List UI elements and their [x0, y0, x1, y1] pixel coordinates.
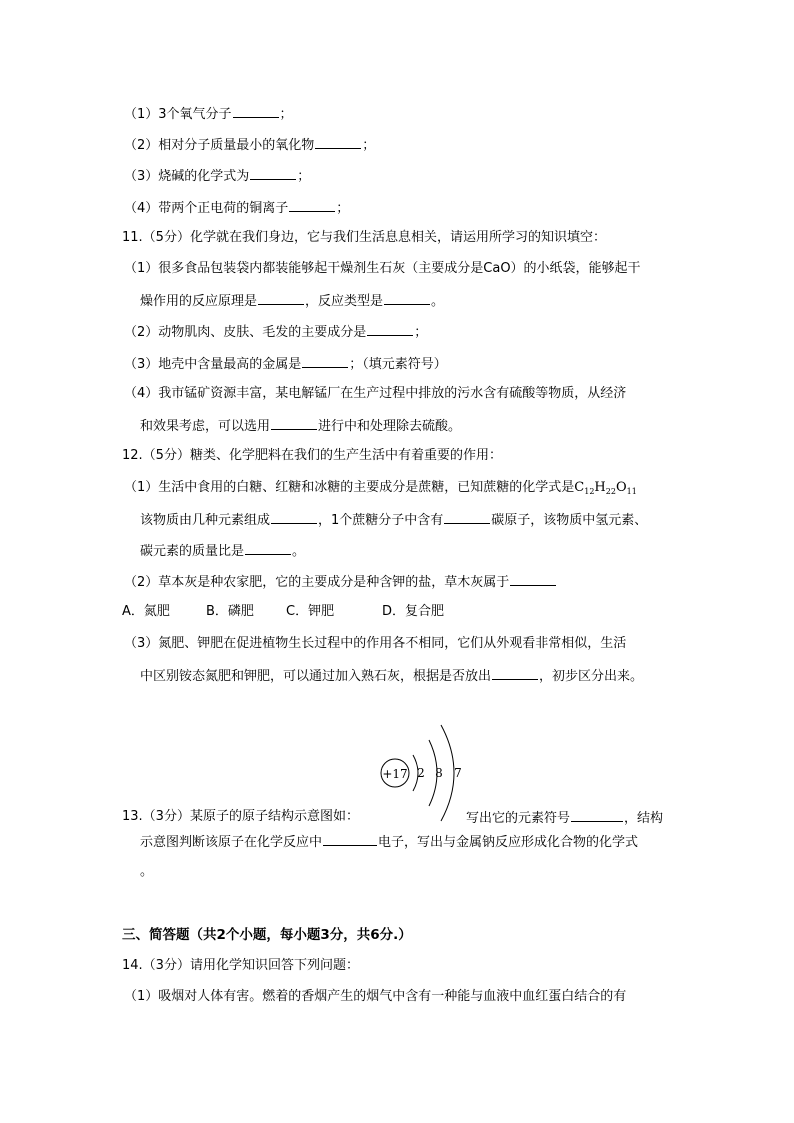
- answer-blank[interactable]: [571, 809, 623, 822]
- q11-item-3: （3）地壳中含量最高的金属是 ；（填元素符号）: [124, 357, 447, 372]
- shell-1-electrons: 2: [417, 766, 425, 780]
- q11-stem: 11.（5分）化学就在我们身边，它与我们生活息息相关，请运用所学习的知识填空：: [122, 230, 606, 245]
- shell-2-electrons: 8: [435, 766, 443, 780]
- q12-item-3-line-1: （3）氮肥、钾肥在促进植物生长过程中的作用各不相同，它们从外观看非常相似，生活: [124, 636, 627, 651]
- q10-item-2: （2）相对分子质量最小的氧化物 ；: [124, 138, 376, 153]
- q13-line-2: 示意图判断该原子在化学反应中 电子，写出与金属钠反应形成化合物的化学式: [140, 835, 639, 850]
- q11-item-2: （2）动物肌肉、皮肤、毛发的主要成分是 ；: [124, 325, 428, 340]
- q12-item-1-line-3: 碳元素的质量比是 。: [140, 544, 306, 559]
- option-c[interactable]: C．钾肥: [286, 604, 335, 619]
- q10-item-3: （3）烧碱的化学式为 ；: [124, 169, 311, 184]
- q13-line-1-b: 写出它的元素符号 ，结构: [466, 811, 664, 826]
- q12-item-3-line-2: 中区别铵态氮肥和钾肥，可以通过加入熟石灰，根据是否放出 ，初步区分出来。: [140, 669, 644, 684]
- q12-options: [122, 604, 444, 620]
- q11-item-1-line-1: （1）很多食品包装袋内都装能够起干燥剂生石灰（主要成分是CaO）的小纸袋，能够起干: [124, 261, 641, 276]
- answer-blank[interactable]: [302, 355, 348, 368]
- answer-blank[interactable]: [510, 573, 556, 586]
- answer-blank[interactable]: [384, 292, 430, 305]
- q14-stem: 14.（3分）请用化学知识回答下列问题：: [122, 958, 359, 973]
- nucleus-charge: +17: [382, 767, 408, 781]
- q10-item-1: （1）3个氧气分子 ；: [124, 107, 293, 122]
- option-b[interactable]: B．磷肥: [206, 604, 254, 619]
- q14-item-1-line-1: （1）吸烟对人体有害。燃着的香烟产生的烟气中含有一种能与血液中血红蛋白结合的有: [124, 989, 627, 1004]
- q12-item-1-line-1: （1）生活中食用的白糖、红糖和冰糖的主要成分是蔗糖，已知蔗糖的化学式是$C_{12}H_{22}O_{11}$: [124, 480, 637, 496]
- q11-item-4-line-1: （4）我市锰矿资源丰富，某电解锰厂在生产过程中排放的污水含有硫酸等物质，从经济: [124, 386, 627, 401]
- electron-shell-3: [441, 725, 454, 821]
- answer-blank[interactable]: [233, 105, 279, 118]
- shell-3-electrons: 7: [454, 766, 462, 780]
- q12-item-1-line-2: 该物质由几种元素组成 ，1个蔗糖分子中含有 碳原子，该物质中氢元素、: [140, 513, 648, 528]
- answer-blank[interactable]: [367, 323, 413, 336]
- option-a[interactable]: A．氮肥: [122, 604, 170, 619]
- q12-stem: 12.（5分）糖类、化学肥料在我们的生产生活中有着重要的作用：: [122, 448, 502, 463]
- atom-structure-diagram: [375, 720, 475, 830]
- answer-blank[interactable]: [250, 167, 296, 180]
- answer-blank[interactable]: [289, 199, 335, 212]
- answer-blank[interactable]: [245, 542, 291, 555]
- q11-item-1-line-2: 燥作用的反应原理是 ，反应类型是 。: [140, 294, 445, 309]
- answer-blank[interactable]: [323, 833, 377, 846]
- q12-item-2: （2）草本灰是种农家肥，它的主要成分是种含钾的盐，草木灰属于: [124, 573, 557, 591]
- answer-blank[interactable]: [492, 667, 538, 680]
- answer-blank[interactable]: [444, 511, 490, 524]
- answer-blank[interactable]: [258, 292, 304, 305]
- q13-line-3: 。: [140, 864, 154, 879]
- q11-item-4-line-2: 和效果考虑，可以选用 进行中和处理除去硫酸。: [140, 419, 462, 434]
- answer-blank[interactable]: [315, 136, 361, 149]
- answer-blank[interactable]: [271, 417, 317, 430]
- q10-item-4: （4）带两个正电荷的铜离子 ；: [124, 201, 350, 216]
- sucrose-formula: $C_{12}H_{22}O_{11}$: [574, 480, 637, 496]
- section-3-heading: 三、简答题（共2个小题，每小题3分，共6分.）: [122, 927, 412, 943]
- q13-line-1-a: 13.（3分）某原子的原子结构示意图如：: [122, 809, 359, 824]
- answer-blank[interactable]: [271, 511, 317, 524]
- option-d[interactable]: D．复合肥: [382, 604, 445, 619]
